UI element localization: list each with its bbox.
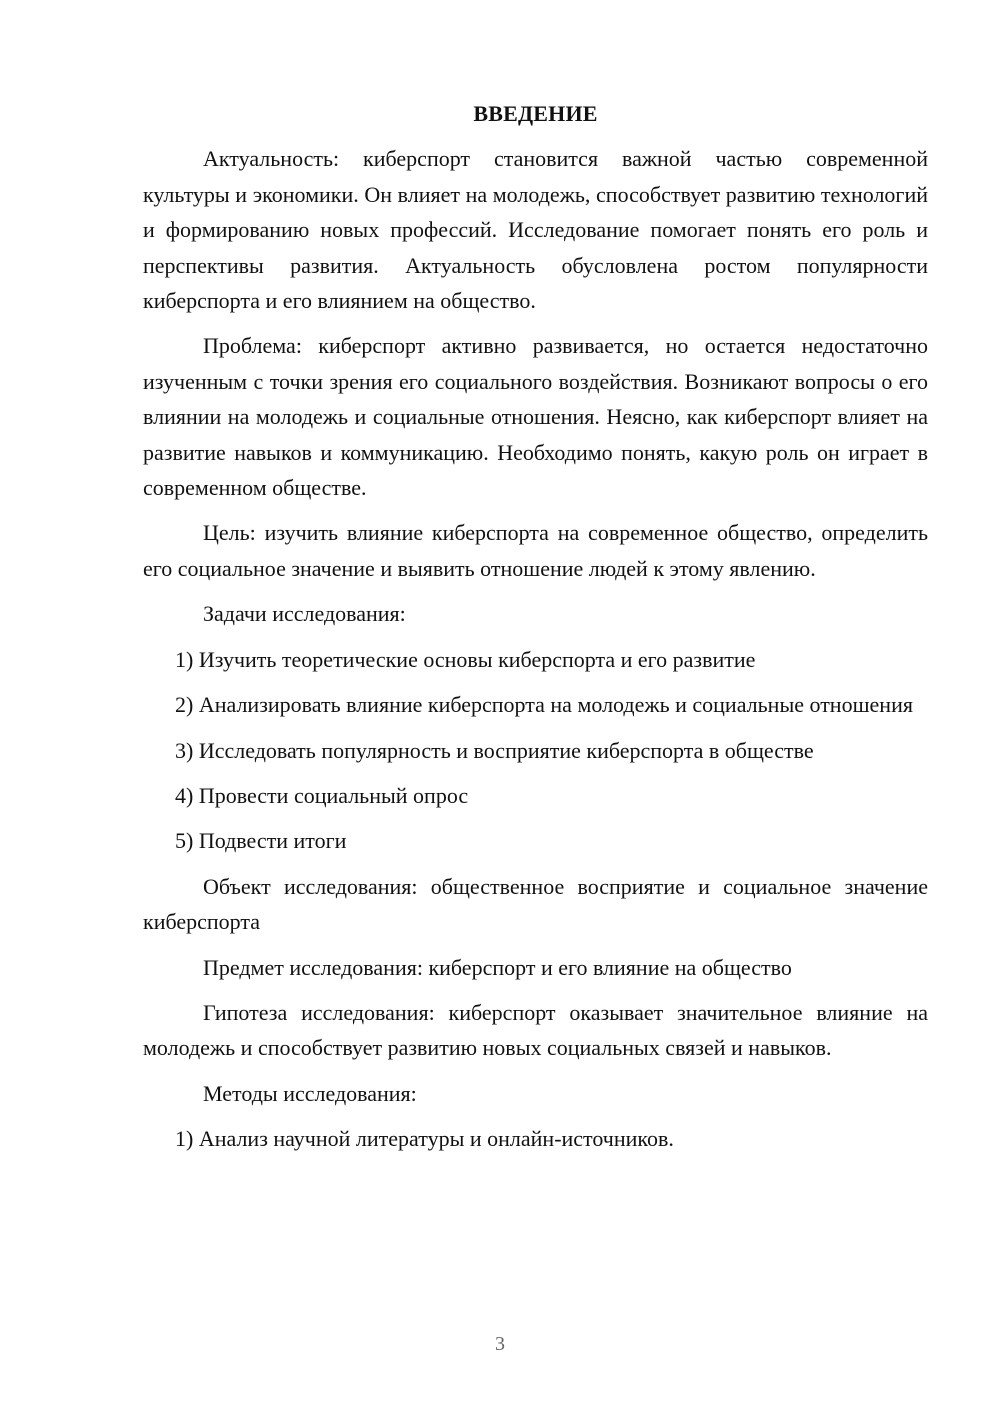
- method-item-1: 1) Анализ научной литературы и онлайн-источников.: [175, 1126, 674, 1152]
- paragraph-goal: Цель: изучить влияние киберспорта на современное общество, определить его социальное значение и выявить отношение людей к этому явлению.: [143, 520, 928, 581]
- paragraph-relevance: Актуальность: киберспорт становится важной частью современной культуры и экономики. Он влияет на молодежь, способствует развитию технологий и формированию новых профессий. Исследование помогает понять его роль и перспективы развития. Актуальность обусловлена ростом популярности киберспорта и его влиянием на общество.: [143, 146, 928, 314]
- paragraph-hypothesis: Гипотеза исследования: киберспорт оказывает значительное влияние на молодежь и способствует развитию новых социальных связей и навыков.: [143, 999, 928, 1061]
- paragraph-problem: Проблема: киберспорт активно развивается, но остается недостаточно изученным с точки зрения его социального воздействия. Возникают вопросы о его влиянии на молодежь и социальные отношения. Неясно, как киберспорт влияет на развитие навыков и коммуникацию. Необходимо понять, какую роль он играет в современном обществе.: [143, 333, 928, 501]
- task-item-4: 4) Провести социальный опрос: [175, 782, 469, 808]
- task-item-5: 5) Подвести итоги: [175, 828, 347, 854]
- paragraph-subject: Предмет исследования: киберспорт и его влияние на общество: [203, 954, 792, 980]
- section-title: ВВЕДЕНИЕ: [473, 101, 598, 126]
- task-item-3: 3) Исследовать популярность и восприятие киберспорта в обществе: [175, 737, 814, 763]
- document-page: [143, 96, 928, 1167]
- paragraph-object: Объект исследования: общественное восприятие и социальное значение киберспорта: [143, 873, 928, 935]
- task-item-1: 1) Изучить теоретические основы киберспорта и его развитие: [175, 646, 756, 672]
- tasks-heading: Задачи исследования:: [203, 601, 406, 627]
- methods-heading: Методы исследования:: [203, 1080, 417, 1106]
- page-number: 3: [495, 1333, 505, 1355]
- task-item-2: 2) Анализировать влияние киберспорта на молодежь и социальные отношения: [175, 692, 913, 718]
